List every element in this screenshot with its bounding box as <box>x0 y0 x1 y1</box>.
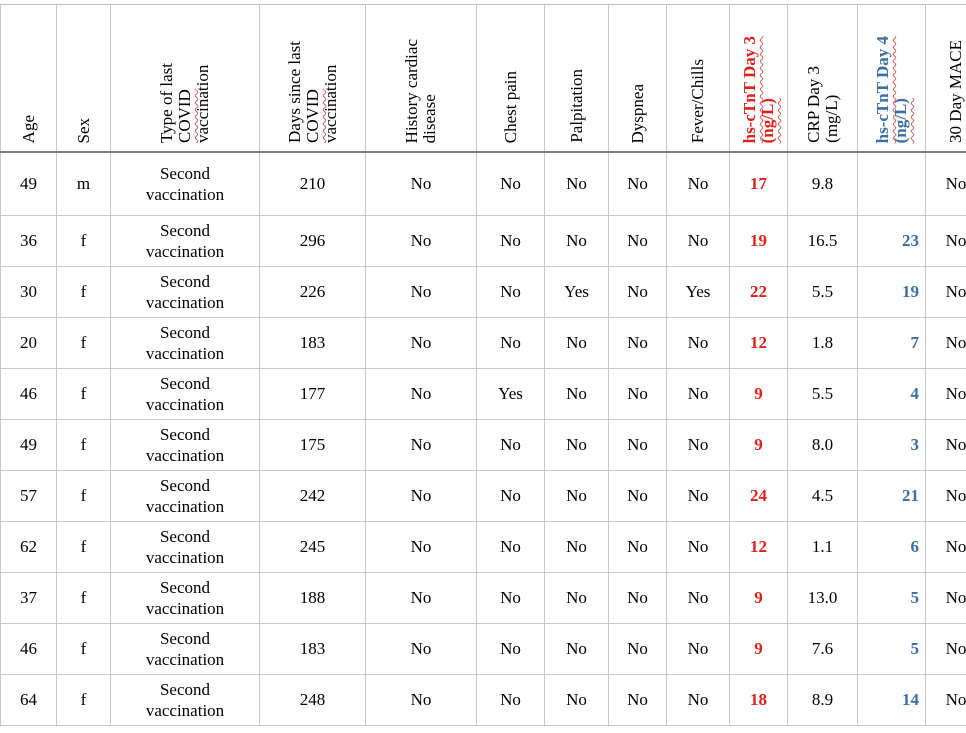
cell-hs-ctnt-day3: 12 <box>730 522 788 573</box>
cell-crp-day3: 1.1 <box>788 522 858 573</box>
cell-vaccination-type-line2: vaccination <box>145 242 225 261</box>
cell-vaccination-type-line2: vaccination <box>145 344 225 363</box>
table-row <box>1 216 966 267</box>
cell-fever: No <box>667 318 730 369</box>
cell-30-day-mace: No <box>926 267 966 318</box>
cell-history-cardiac: No <box>366 152 477 216</box>
header-palpitation <box>545 5 609 153</box>
cell-chest-pain: No <box>477 624 545 675</box>
cell-vaccination-type <box>111 420 260 471</box>
table-row <box>1 573 966 624</box>
cell-history-cardiac: No <box>366 522 477 573</box>
cell-chest-pain: Yes <box>477 369 545 420</box>
cell-vaccination-type-line1: Second <box>159 578 211 597</box>
cell-dyspnea: No <box>609 624 667 675</box>
cell-dyspnea: No <box>609 675 667 726</box>
cell-chest-pain: No <box>477 318 545 369</box>
cell-fever: No <box>667 522 730 573</box>
cell-fever: Yes <box>667 267 730 318</box>
cell-age: 46 <box>1 369 57 420</box>
cell-vaccination-type-line1: Second <box>159 323 211 342</box>
cell-crp-day3: 1.8 <box>788 318 858 369</box>
header-hs-day4-line1: hs-cTnT Day 4 <box>872 35 892 143</box>
cell-vaccination-type-line2: vaccination <box>145 497 225 516</box>
cell-vaccination-type-line1: Second <box>159 221 211 240</box>
cell-crp-day3: 5.5 <box>788 369 858 420</box>
cell-hs-ctnt-day3: 19 <box>730 216 788 267</box>
cell-30-day-mace: No <box>926 624 966 675</box>
cell-vaccination-type <box>111 152 260 216</box>
cell-history-cardiac: No <box>366 420 477 471</box>
header-palpitation-label: Palpitation <box>566 69 586 143</box>
cell-hs-ctnt-day3: 24 <box>730 471 788 522</box>
cell-vaccination-type-line1: Second <box>159 272 211 291</box>
header-days-since <box>260 5 366 153</box>
cell-hs-ctnt-day3: 9 <box>730 624 788 675</box>
cell-vaccination-type <box>111 318 260 369</box>
cell-crp-day3: 13.0 <box>788 573 858 624</box>
cell-sex: f <box>57 471 111 522</box>
cell-30-day-mace: No <box>926 573 966 624</box>
cell-age: 30 <box>1 267 57 318</box>
cell-vaccination-type-line2: vaccination <box>145 701 225 720</box>
cell-crp-day3: 8.0 <box>788 420 858 471</box>
cell-history-cardiac: No <box>366 573 477 624</box>
cell-chest-pain: No <box>477 267 545 318</box>
cell-fever: No <box>667 471 730 522</box>
cell-age: 49 <box>1 420 57 471</box>
cell-vaccination-type-line1: Second <box>159 374 211 393</box>
cell-sex: f <box>57 369 111 420</box>
table-row <box>1 471 966 522</box>
cell-dyspnea: No <box>609 573 667 624</box>
cell-vaccination-type-line1: Second <box>159 629 211 648</box>
cell-hs-ctnt-day4: 23 <box>858 216 926 267</box>
cell-days-since: 248 <box>260 675 366 726</box>
cell-hs-ctnt-day3: 9 <box>730 420 788 471</box>
cell-history-cardiac: No <box>366 675 477 726</box>
header-type-line1: Type of last <box>157 62 176 143</box>
cell-sex: f <box>57 420 111 471</box>
header-row <box>1 5 966 153</box>
cell-vaccination-type <box>111 471 260 522</box>
cell-hs-ctnt-day4: 6 <box>858 522 926 573</box>
cell-fever: No <box>667 216 730 267</box>
cell-vaccination-type <box>111 573 260 624</box>
cell-days-since: 226 <box>260 267 366 318</box>
cell-palpitation: No <box>545 471 609 522</box>
cell-vaccination-type-line2: vaccination <box>145 446 225 465</box>
header-30-day-mace <box>926 5 966 153</box>
cell-vaccination-type <box>111 369 260 420</box>
cell-fever: No <box>667 420 730 471</box>
cell-hs-ctnt-day4: 5 <box>858 573 926 624</box>
cell-hs-ctnt-day3: 9 <box>730 573 788 624</box>
cell-hs-ctnt-day4: 3 <box>858 420 926 471</box>
cell-history-cardiac: No <box>366 318 477 369</box>
header-history-line1: History cardiac <box>402 38 421 143</box>
header-history-cardiac <box>366 5 477 153</box>
cell-palpitation: No <box>545 624 609 675</box>
cell-sex: f <box>57 318 111 369</box>
header-crp-line1: CRP Day 3 <box>803 66 823 143</box>
header-days-line2: COVID <box>302 89 322 143</box>
cell-hs-ctnt-day4: 19 <box>858 267 926 318</box>
cell-vaccination-type-line1: Second <box>159 476 211 495</box>
cell-vaccination-type-line1: Second <box>159 164 211 183</box>
cell-hs-ctnt-day4: 4 <box>858 369 926 420</box>
cell-history-cardiac: No <box>366 471 477 522</box>
cell-crp-day3: 5.5 <box>788 267 858 318</box>
cell-hs-ctnt-day4 <box>858 152 926 216</box>
cell-vaccination-type <box>111 267 260 318</box>
header-dyspnea <box>609 5 667 153</box>
cell-sex: f <box>57 522 111 573</box>
header-days-line1: Days since last <box>284 41 304 143</box>
cell-30-day-mace: No <box>926 420 966 471</box>
cell-age: 57 <box>1 471 57 522</box>
cell-palpitation: No <box>545 522 609 573</box>
cell-vaccination-type-line2: vaccination <box>145 650 225 669</box>
cell-sex: f <box>57 573 111 624</box>
cell-30-day-mace: No <box>926 152 966 216</box>
cell-chest-pain: No <box>477 522 545 573</box>
cell-age: 64 <box>1 675 57 726</box>
cell-vaccination-type-line2: vaccination <box>145 599 225 618</box>
header-hs-day4-line2: (ng/L) <box>890 97 910 143</box>
table-row <box>1 318 966 369</box>
cell-30-day-mace: No <box>926 522 966 573</box>
header-age-label: Age <box>18 114 38 143</box>
cell-palpitation: No <box>545 152 609 216</box>
cell-vaccination-type <box>111 675 260 726</box>
cell-palpitation: No <box>545 318 609 369</box>
cell-vaccination-type-line1: Second <box>159 425 211 444</box>
cell-history-cardiac: No <box>366 624 477 675</box>
header-chest-pain-label: Chest pain <box>500 70 520 143</box>
cell-dyspnea: No <box>609 216 667 267</box>
header-vaccination-type <box>111 5 260 153</box>
cell-30-day-mace: No <box>926 216 966 267</box>
cell-chest-pain: No <box>477 573 545 624</box>
cell-hs-ctnt-day3: 12 <box>730 318 788 369</box>
cell-vaccination-type-line1: Second <box>159 680 211 699</box>
cell-palpitation: No <box>545 369 609 420</box>
header-history-line2: disease <box>420 93 439 143</box>
header-crp-line2: (mg/L) <box>821 94 841 143</box>
table-row <box>1 420 966 471</box>
cell-hs-ctnt-day3: 22 <box>730 267 788 318</box>
header-hs-day3-line2: (ng/L) <box>757 97 777 143</box>
cell-chest-pain: No <box>477 420 545 471</box>
cell-sex: f <box>57 624 111 675</box>
cell-palpitation: No <box>545 573 609 624</box>
header-dyspnea-label: Dyspnea <box>627 83 647 143</box>
cell-history-cardiac: No <box>366 267 477 318</box>
cell-days-since: 175 <box>260 420 366 471</box>
cell-vaccination-type-line2: vaccination <box>145 395 225 414</box>
cell-palpitation: No <box>545 675 609 726</box>
cell-days-since: 183 <box>260 624 366 675</box>
cell-age: 37 <box>1 573 57 624</box>
cell-sex: f <box>57 216 111 267</box>
cell-dyspnea: No <box>609 369 667 420</box>
cell-crp-day3: 4.5 <box>788 471 858 522</box>
table-row <box>1 267 966 318</box>
header-chest-pain <box>477 5 545 153</box>
cell-crp-day3: 9.8 <box>788 152 858 216</box>
cell-hs-ctnt-day4: 14 <box>858 675 926 726</box>
cell-hs-ctnt-day3: 9 <box>730 369 788 420</box>
cell-age: 46 <box>1 624 57 675</box>
header-hs-ctnt-day3 <box>730 5 788 153</box>
cell-30-day-mace: No <box>926 675 966 726</box>
header-sex-label: Sex <box>73 117 93 143</box>
cell-age: 62 <box>1 522 57 573</box>
cell-age: 20 <box>1 318 57 369</box>
cell-sex: f <box>57 267 111 318</box>
cell-days-since: 210 <box>260 152 366 216</box>
cell-hs-ctnt-day3: 17 <box>730 152 788 216</box>
cell-dyspnea: No <box>609 522 667 573</box>
cell-palpitation: No <box>545 216 609 267</box>
cell-vaccination-type <box>111 216 260 267</box>
cell-sex: f <box>57 675 111 726</box>
header-fever-label: Fever/Chills <box>688 58 707 143</box>
cell-hs-ctnt-day4: 5 <box>858 624 926 675</box>
cell-dyspnea: No <box>609 471 667 522</box>
cell-history-cardiac: No <box>366 216 477 267</box>
cell-vaccination-type-line1: Second <box>159 527 211 546</box>
table-row <box>1 522 966 573</box>
header-sex <box>57 5 111 153</box>
patient-data-table <box>0 4 966 726</box>
cell-days-since: 245 <box>260 522 366 573</box>
cell-days-since: 242 <box>260 471 366 522</box>
cell-crp-day3: 8.9 <box>788 675 858 726</box>
cell-days-since: 183 <box>260 318 366 369</box>
cell-days-since: 188 <box>260 573 366 624</box>
table-row <box>1 152 966 216</box>
cell-history-cardiac: No <box>366 369 477 420</box>
cell-vaccination-type-line2: vaccination <box>145 185 225 204</box>
header-crp-day3 <box>788 5 858 153</box>
cell-fever: No <box>667 675 730 726</box>
cell-vaccination-type-line2: vaccination <box>145 293 225 312</box>
cell-chest-pain: No <box>477 471 545 522</box>
table-row <box>1 624 966 675</box>
cell-crp-day3: 7.6 <box>788 624 858 675</box>
cell-dyspnea: No <box>609 318 667 369</box>
table-body <box>1 152 966 726</box>
header-hs-day3-line1: hs-cTnT Day 3 <box>739 35 759 143</box>
cell-chest-pain: No <box>477 216 545 267</box>
cell-30-day-mace: No <box>926 471 966 522</box>
table-row <box>1 369 966 420</box>
header-age <box>1 5 57 153</box>
cell-dyspnea: No <box>609 420 667 471</box>
cell-age: 36 <box>1 216 57 267</box>
header-hs-ctnt-day4 <box>858 5 926 153</box>
cell-30-day-mace: No <box>926 369 966 420</box>
cell-crp-day3: 16.5 <box>788 216 858 267</box>
cell-fever: No <box>667 152 730 216</box>
header-type-line3: vaccination <box>193 64 212 143</box>
cell-fever: No <box>667 369 730 420</box>
cell-chest-pain: No <box>477 152 545 216</box>
cell-dyspnea: No <box>609 152 667 216</box>
cell-vaccination-type-line2: vaccination <box>145 548 225 567</box>
cell-fever: No <box>667 624 730 675</box>
table-row <box>1 675 966 726</box>
cell-chest-pain: No <box>477 675 545 726</box>
cell-hs-ctnt-day3: 18 <box>730 675 788 726</box>
header-type-line2: COVID <box>175 89 194 143</box>
header-days-line3: vaccination <box>320 64 340 143</box>
cell-30-day-mace: No <box>926 318 966 369</box>
cell-sex: m <box>57 152 111 216</box>
cell-palpitation: No <box>545 420 609 471</box>
cell-palpitation: Yes <box>545 267 609 318</box>
cell-hs-ctnt-day4: 7 <box>858 318 926 369</box>
cell-hs-ctnt-day4: 21 <box>858 471 926 522</box>
cell-dyspnea: No <box>609 267 667 318</box>
cell-vaccination-type <box>111 624 260 675</box>
cell-fever: No <box>667 573 730 624</box>
header-mace-label: 30 Day MACE <box>946 40 965 143</box>
cell-age: 49 <box>1 152 57 216</box>
cell-days-since: 177 <box>260 369 366 420</box>
cell-vaccination-type <box>111 522 260 573</box>
header-fever <box>667 5 730 153</box>
cell-days-since: 296 <box>260 216 366 267</box>
